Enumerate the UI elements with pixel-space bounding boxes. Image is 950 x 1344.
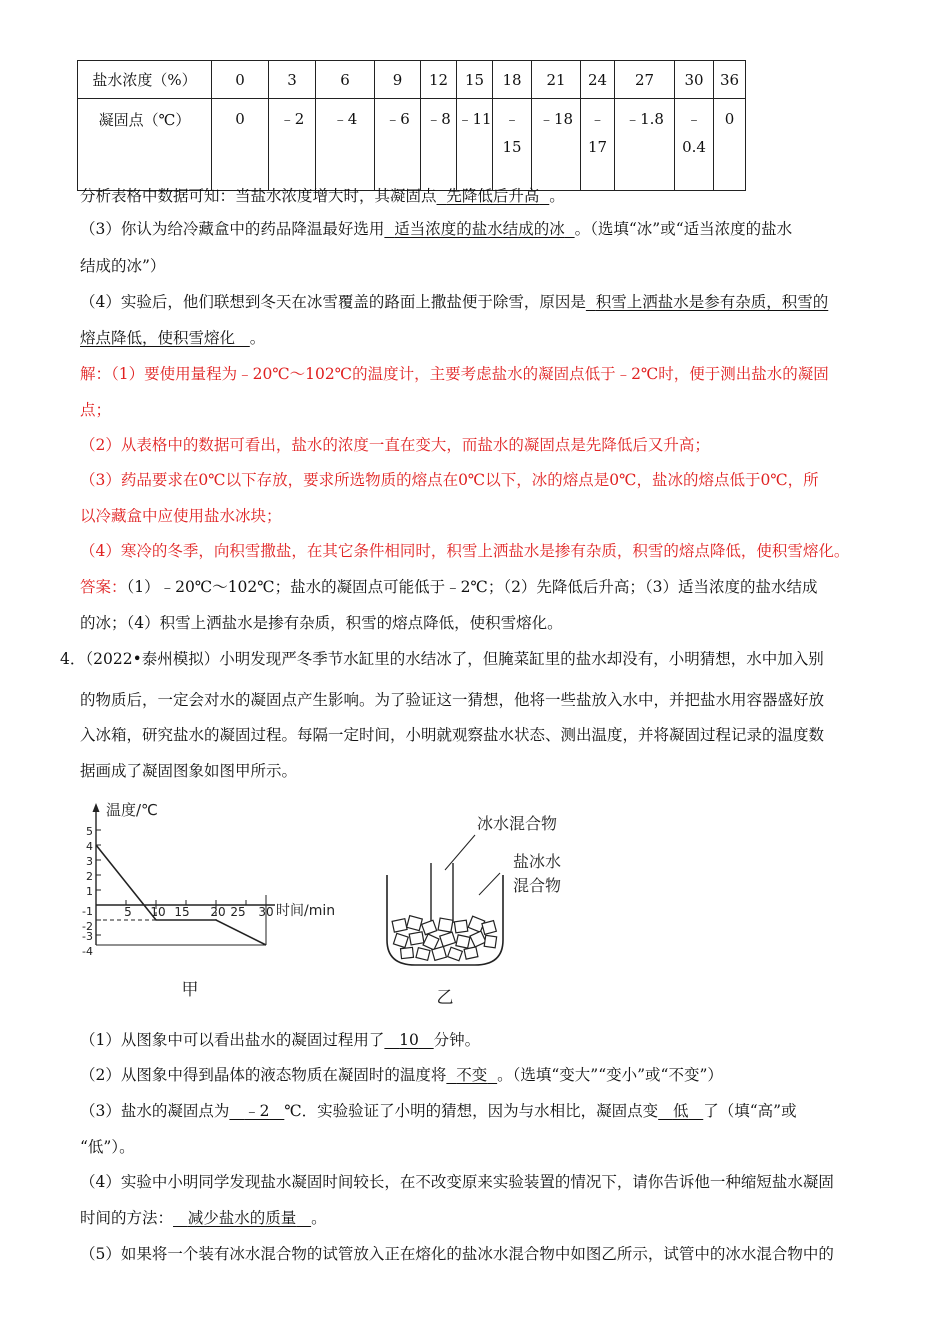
sub3-answer2: 低: [672, 1102, 689, 1120]
concentration-cell: 12: [421, 61, 457, 99]
x-tick-label: 25: [230, 905, 246, 919]
solution-line1: 解：（1）要使用量程为﹣20℃～102℃的温度计，主要考虑盐水的凝固点低于﹣2℃时，便于测出盐水的凝固: [80, 365, 829, 383]
solution-line2: 点；: [80, 401, 112, 419]
row-header-freezing-point: 凝固点（℃）: [78, 99, 212, 191]
solution-line3: （2）从表格中的数据可看出，盐水的浓度一直在变大，而盐水的凝固点是先降低后又升高；: [80, 436, 710, 454]
sub4-line1: （4）实验中小明同学发现盐水凝固时间较长，在不改变原来实验装置的情况下，请你告诉他一种缩短盐水凝固: [80, 1173, 834, 1191]
sub3-line1: （3）盐水的凝固点为 ﹣2 ℃．实验验证了小明的猜想，因为与水相比，凝固点变 低 了（填“高”或: [80, 1102, 797, 1120]
sub3-line2: “低”）。: [80, 1138, 135, 1156]
q4-answer-part2: 熔点降低，使积雪熔化: [80, 329, 236, 347]
problem4-line2: 的物质后，一定会对水的凝固点产生影响。为了验证这一猜想，他将一些盐放入水中，并把盐水用容器盛好放: [80, 691, 825, 709]
beaker-caption: 乙: [436, 988, 454, 1008]
y-tick-label: 4: [86, 840, 93, 853]
freezing-point-cell: 0: [714, 99, 746, 191]
cooling-graph: [80, 795, 360, 1005]
sub2-line: （2）从图象中得到晶体的液态物质在凝固时的温度将 不变 。（选填“变大”“变小”或“不变”）: [80, 1066, 723, 1084]
solution-line6: （4）寒冷的冬季，向积雪撒盐，在其它条件相同时，积雪上洒盐水是掺有杂质，积雪的熔点降低，使积雪熔化。: [80, 542, 850, 560]
ice-cubes: [392, 916, 497, 961]
problem4-line4: 据画成了凝固图象如图甲所示。: [80, 762, 298, 780]
q3-line1: （3）你认为给冷藏盒中的药品降温最好选用 适当浓度的盐水结成的冰 。（选填“冰”或“适当浓度的盐水: [80, 220, 793, 238]
concentration-cell: 30: [675, 61, 714, 99]
leader-line: [479, 873, 500, 895]
sub5-line1: （5）如果将一个装有冰水混合物的试管放入正在熔化的盐冰水混合物中如图乙所示，试管中的冰水混合物中的: [80, 1245, 834, 1263]
answer-line2: 的冰；（4）积雪上洒盐水是掺有杂质，积雪的熔点降低，使积雪熔化。: [80, 614, 563, 632]
x-tick-label: 15: [174, 905, 190, 919]
q4-line1: （4）实验后，他们联想到冬天在冰雪覆盖的路面上撒盐便于除雪，原因是 积雪上洒盐水是参有杂质，积雪的: [80, 293, 829, 311]
freezing-point-cell: ﹣6: [375, 99, 421, 191]
problem4-line1: 4．（2022•泰州模拟）小明发现严冬季节水缸里的水结冰了，但腌菜缸里的盐水却没有，小明猜想，水中加入别: [60, 650, 824, 668]
q4-answer-part1: 积雪上洒盐水是参有杂质，积雪的: [595, 293, 829, 311]
concentration-cell: 24: [581, 61, 615, 99]
solution-line5: 以冷藏盒中应使用盐水冰块；: [80, 507, 282, 525]
y-axis-arrow: [93, 803, 100, 812]
freezing-point-cell: ﹣1.8: [615, 99, 675, 191]
y-axis-label: 温度/℃: [106, 801, 158, 819]
q2-line: 分析表格中数据可知：当盐水浓度增大时，其凝固点 先降低后升高 。: [80, 187, 565, 205]
freezing-point-cell: ﹣8: [421, 99, 457, 191]
y-tick-label: 3: [86, 855, 93, 868]
y-tick-label: -4: [82, 945, 93, 958]
sub1-line: （1）从图象中可以看出盐水的凝固过程用了 10 分钟。: [80, 1031, 481, 1049]
graph-caption: 甲: [181, 980, 199, 1000]
sub4-answer: 减少盐水的质量: [187, 1209, 297, 1227]
problem4-line3: 入冰箱，研究盐水的凝固过程。每隔一定时间，小明就观察盐水状态、测出温度，并将凝固过程记录的温度数: [80, 726, 825, 744]
freezing-point-cell: ﹣ 0.4: [675, 99, 714, 191]
freezing-point-cell: ﹣2: [269, 99, 316, 191]
freezing-point-cell: ﹣ 17: [581, 99, 615, 191]
salt-table: [77, 60, 746, 191]
concentration-cell: 0: [212, 61, 269, 99]
concentration-cell: 36: [714, 61, 746, 99]
y-tick-label: -3: [82, 930, 93, 943]
x-tick-label: 5: [124, 905, 132, 919]
concentration-cell: 27: [615, 61, 675, 99]
q3-answer: 适当浓度的盐水结成的冰: [394, 220, 565, 238]
row-header-concentration: 盐水浓度（%）: [78, 61, 212, 99]
concentration-cell: 3: [269, 61, 316, 99]
sub1-answer: 10: [399, 1031, 419, 1049]
sub4-line2: 时间的方法： 减少盐水的质量 。: [80, 1209, 327, 1227]
freezing-point-cell: ﹣18: [532, 99, 581, 191]
solution-line4: （3）药品要求在0℃以下存放，要求所选物质的熔点在0℃以下，冰的熔点是0℃，盐冰的熔点低于0℃，所: [80, 471, 819, 489]
freezing-point-cell: ﹣4: [316, 99, 375, 191]
q4-line2: 熔点降低，使积雪熔化 。: [80, 329, 266, 347]
freezing-point-cell: ﹣11: [457, 99, 493, 191]
sub3-answer1: ﹣2: [244, 1102, 270, 1120]
y-tick-label: -1: [82, 905, 93, 918]
concentration-cell: 21: [532, 61, 581, 99]
y-tick-label: 1: [86, 885, 93, 898]
leader-line: [445, 835, 475, 870]
freezing-point-cell: 0: [212, 99, 269, 191]
y-tick-label: 5: [86, 825, 93, 838]
problem-number: 4．: [60, 650, 86, 668]
answer-label: 答案：: [80, 578, 127, 596]
label-ice-water-mixture: 冰水混合物: [477, 814, 558, 833]
x-axis-label: 时间/min: [276, 903, 336, 919]
q2-answer: 先降低后升高: [446, 187, 540, 205]
label-salt-ice-water: 盐冰水: [513, 852, 562, 871]
concentration-cell: 15: [457, 61, 493, 99]
beaker-figure: [375, 805, 605, 1010]
concentration-cell: 9: [375, 61, 421, 99]
y-tick-label: -2: [82, 920, 93, 933]
concentration-cell: 18: [493, 61, 532, 99]
y-tick-label: 2: [86, 870, 93, 883]
x-tick-label: 20: [210, 905, 226, 919]
label-mixture: 混合物: [513, 876, 562, 895]
cooling-curve: [96, 845, 266, 945]
q3-line2: 结成的冰”）: [80, 257, 166, 275]
x-tick-label: 10: [150, 905, 166, 919]
x-tick-label: 30: [258, 905, 274, 919]
answer-line1: 答案：（1）﹣20℃～102℃；盐水的凝固点可能低于﹣2℃；（2）先降低后升高；（3）适当浓度的盐水结成: [80, 578, 818, 596]
sub2-answer: 不变: [456, 1066, 488, 1084]
freezing-point-cell: ﹣ 15: [493, 99, 532, 191]
concentration-cell: 6: [316, 61, 375, 99]
